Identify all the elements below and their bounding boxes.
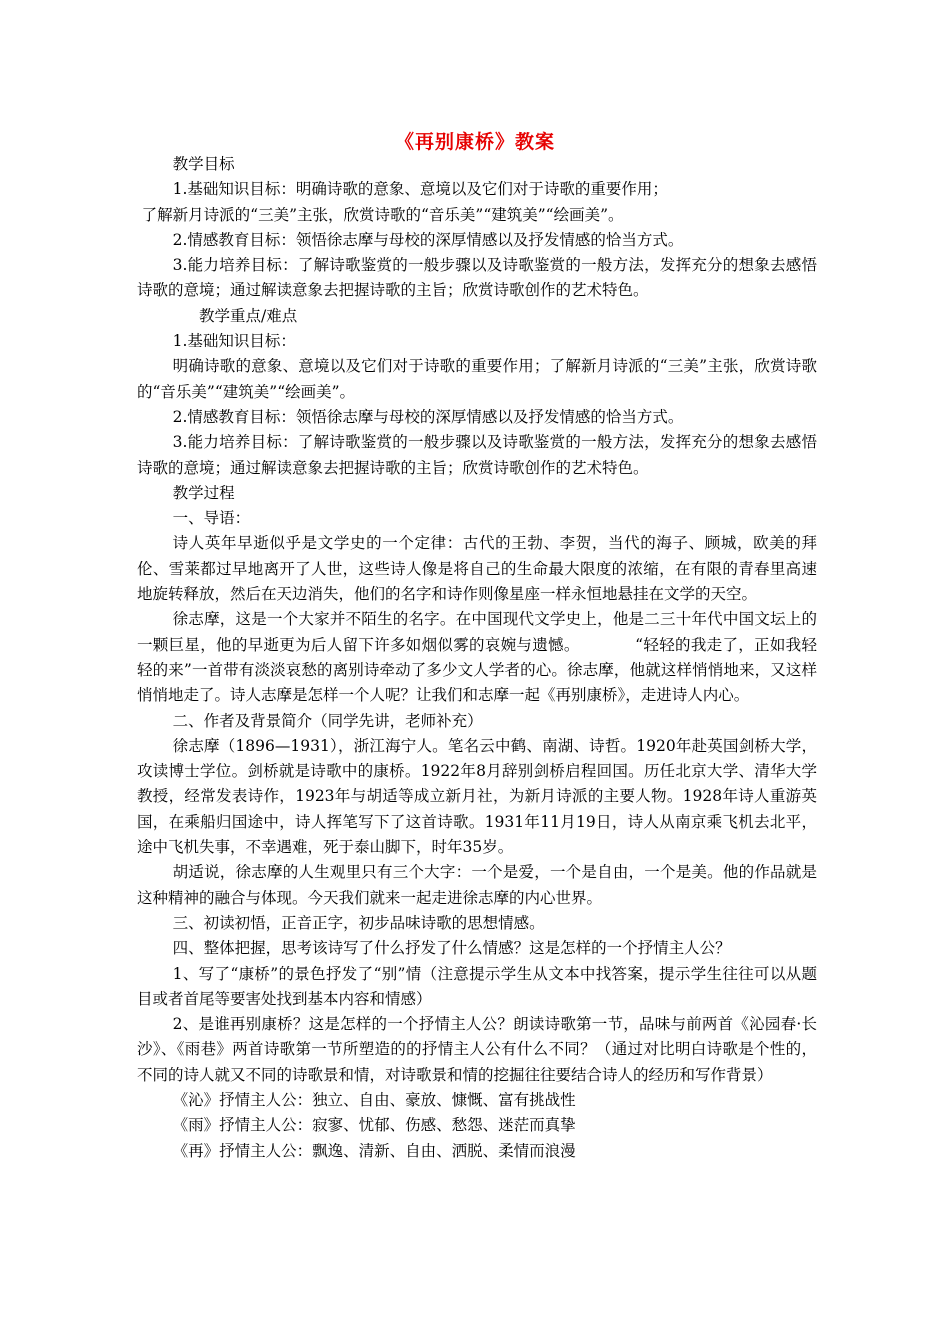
- section-heading: 教学目标: [172, 155, 235, 173]
- section-heading: 教学重点/难点: [199, 306, 298, 325]
- paragraph: 徐志摩，这是一个大家并不陌生的名字。在中国现代文学史上，他是二三十年代中国文坛上的一颗巨星，他的早逝更为后人留下许多如烟似雾的哀婉与遗憾。 “轻轻的我走了，正如我轻轻的来”一首带有淡淡哀愁的离别诗牵动了多少文人学者的心。徐志摩，他就这样悄悄地来，又这样悄悄地走了。诗人志摩是怎样一个人呢？让我们和志摩一起《再别康桥》，走进诗人内心。: [137, 610, 817, 705]
- paragraph: 三、初读初悟，正音正字，初步品味诗歌的思想情感。: [172, 913, 545, 932]
- paragraph: 3.能力培养目标：了解诗歌鉴赏的一般步骤以及诗歌鉴赏的一般方法，发挥充分的想象去感悟诗歌的意境；通过解读意象去把握诗歌的主旨；欣赏诗歌创作的艺术特色。: [137, 433, 817, 477]
- paragraph: 2.情感教育目标：领悟徐志摩与母校的深厚情感以及抒发情感的恰当方式。: [172, 407, 684, 426]
- paragraph: 四、整体把握，思考该诗写了什么抒发了什么情感？这是怎样的一个抒情主人公？: [172, 939, 731, 958]
- paragraph: 诗人英年早逝似乎是文学史的一个定律：古代的王勃、李贺，当代的海子、顾城，欧美的拜伦、雪莱都过早地离开了人世，这些诗人像是将自己的生命最大限度的浓缩，在有限的青春里高速地旋转释放，然后在天边消失，他们的名字和诗作则像星座一样永恒地悬挂在文学的天空。: [137, 534, 817, 604]
- paragraph: 一、导语：: [172, 509, 251, 528]
- paragraph: 2、是谁再别康桥？这是怎样的一个抒情主人公？朗读诗歌第一节，品味与前两首《沁园春·长沙》、《雨巷》两首诗歌第一节所塑造的的抒情主人公有什么不同？（通过对比明白诗歌是个性的，不同的诗人就又不同的诗歌景和情，对诗歌景和情的挖掘往往要结合诗人的经历和写作背景）: [137, 1015, 817, 1084]
- paragraph: 2.情感教育目标：领悟徐志摩与母校的深厚情感以及抒发情感的恰当方式。: [172, 230, 684, 249]
- section-heading: 教学过程: [172, 483, 235, 502]
- paragraph: 3.能力培养目标：了解诗歌鉴赏的一般步骤以及诗歌鉴赏的一般方法，发挥充分的想象去感悟诗歌的意境；通过解读意象去把握诗歌的主旨；欣赏诗歌创作的艺术特色。: [137, 256, 817, 300]
- paragraph: 1、写了“康桥”的景色抒发了“别”情（注意提示学生从文本中找答案，提示学生往往可以从题目或者首尾等要害处找到基本内容和情感）: [137, 964, 817, 1008]
- paragraph: 1.基础知识目标：明确诗歌的意象、意境以及它们对于诗歌的重要作用；: [172, 180, 668, 199]
- paragraph: 1.基础知识目标：: [172, 332, 296, 351]
- paragraph: 了解新月诗派的“三美”主张，欣赏诗歌的“音乐美”“建筑美”“绘画美”。: [141, 205, 624, 224]
- paragraph: 明确诗歌的意象、意境以及它们对于诗歌的重要作用；了解新月诗派的“三美”主张，欣赏诗歌的“音乐美”“建筑美”“绘画美”。: [137, 357, 817, 401]
- document-title: 《再别康桥》教案: [394, 131, 555, 153]
- paragraph: 《沁》抒情主人公：独立、自由、豪放、慷慨、富有挑战性: [172, 1090, 576, 1109]
- paragraph: 《雨》抒情主人公：寂寥、忧郁、伤感、愁怨、迷茫而真挚: [172, 1116, 576, 1135]
- document-body: [137, 152, 817, 1164]
- paragraph: 《再》抒情主人公：飘逸、清新、自由、洒脱、柔情而浪漫: [172, 1141, 576, 1160]
- paragraph: 徐志摩（1896—1931），浙江海宁人。笔名云中鹤、南湖、诗哲。1920年赴英国剑桥大学，攻读博士学位。剑桥就是诗歌中的康桥。1922年8月辞别剑桥启程回国。历任北京大学、清华大学教授，经常发表诗作，1923年与胡适等成立新月社，为新月诗派的主要人物。1928年诗人重游英国，在乘船归国途中，诗人挥笔写下了这首诗歌。1931年11月19日，诗人从南京乘飞机去北平，途中飞机失事，不幸遇难，死于泰山脚下，时年35岁。: [137, 736, 817, 857]
- paragraph: 二、作者及背景简介（同学先讲，老师补充）: [172, 711, 483, 730]
- paragraph: 胡适说，徐志摩的人生观里只有三个大字：一个是爱，一个是自由，一个是美。他的作品就是这种精神的融合与体现。今天我们就来一起走进徐志摩的内心世界。: [137, 863, 817, 907]
